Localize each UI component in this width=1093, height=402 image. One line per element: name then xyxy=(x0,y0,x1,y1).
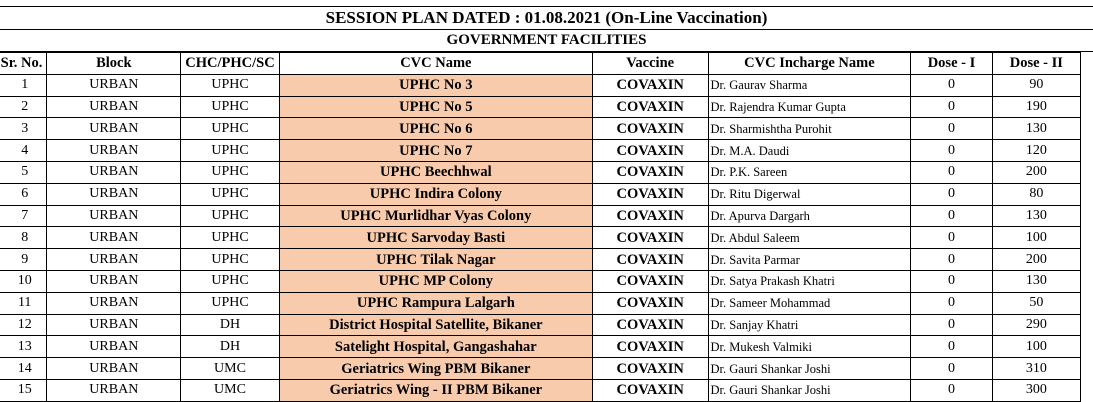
cell-sr-no: 12 xyxy=(0,314,47,336)
cell-cvc-name: UPHC No 5 xyxy=(279,96,592,118)
cell-dose-1: 0 xyxy=(911,270,992,292)
cell-sr-no: 13 xyxy=(0,336,47,358)
cell-block: URBAN xyxy=(47,140,181,162)
cell-sr-no: 5 xyxy=(0,161,47,183)
cell-dose-1: 0 xyxy=(911,183,992,205)
cell-facility-type: UPHC xyxy=(181,140,280,162)
cell-sr-no: 3 xyxy=(0,118,47,140)
cell-block: URBAN xyxy=(47,314,181,336)
cell-vaccine: COVAXIN xyxy=(592,270,708,292)
cell-dose-1: 0 xyxy=(911,379,992,401)
cell-facility-type: UPHC xyxy=(181,205,280,227)
cell-dose-2: 200 xyxy=(992,249,1080,271)
cell-dose-2: 50 xyxy=(992,292,1080,314)
table-row xyxy=(0,118,1081,140)
cell-facility-type: UPHC xyxy=(181,183,280,205)
table-row xyxy=(0,336,1081,358)
cell-cvc-name: Geriatrics Wing PBM Bikaner xyxy=(279,358,592,380)
table-row xyxy=(0,314,1081,336)
cell-facility-type: UPHC xyxy=(181,292,280,314)
cell-cvc-incharge: Dr. Sharmishtha Purohit xyxy=(708,118,911,140)
cell-dose-2: 190 xyxy=(992,96,1080,118)
table-row xyxy=(0,96,1081,118)
table-row xyxy=(0,249,1081,271)
cell-cvc-name: Geriatrics Wing - II PBM Bikaner xyxy=(279,379,592,401)
cell-dose-2: 80 xyxy=(992,183,1080,205)
cell-cvc-name: UPHC Indira Colony xyxy=(279,183,592,205)
cell-cvc-name: UPHC Sarvoday Basti xyxy=(279,227,592,249)
cell-block: URBAN xyxy=(47,379,181,401)
cell-facility-type: UPHC xyxy=(181,74,280,96)
cell-dose-1: 0 xyxy=(911,336,992,358)
cell-block: URBAN xyxy=(47,227,181,249)
table-row xyxy=(0,140,1081,162)
cell-dose-2: 310 xyxy=(992,358,1080,380)
table-body xyxy=(0,74,1081,401)
cell-block: URBAN xyxy=(47,118,181,140)
cell-dose-2: 130 xyxy=(992,205,1080,227)
page-title: SESSION PLAN DATED : 01.08.2021 (On-Line Vaccination) xyxy=(0,7,1093,30)
cell-cvc-incharge: Dr. Ritu Digerwal xyxy=(708,183,911,205)
cell-cvc-incharge: Dr. Abdul Saleem xyxy=(708,227,911,249)
cell-sr-no: 14 xyxy=(0,358,47,380)
cell-facility-type: UMC xyxy=(181,379,280,401)
cell-block: URBAN xyxy=(47,292,181,314)
cell-vaccine: COVAXIN xyxy=(592,249,708,271)
cell-block: URBAN xyxy=(47,96,181,118)
cell-cvc-name: UPHC Rampura Lalgarh xyxy=(279,292,592,314)
column-header-dose-1: Dose - I xyxy=(911,53,992,75)
cell-vaccine: COVAXIN xyxy=(592,161,708,183)
cell-cvc-incharge: Dr. Rajendra Kumar Gupta xyxy=(708,96,911,118)
cell-cvc-name: UPHC No 7 xyxy=(279,140,592,162)
column-header-cvc-name: CVC Name xyxy=(279,53,592,75)
cell-vaccine: COVAXIN xyxy=(592,96,708,118)
cell-cvc-name: Satelight Hospital, Gangashahar xyxy=(279,336,592,358)
cell-vaccine: COVAXIN xyxy=(592,314,708,336)
column-header-facility-type: CHC/PHC/SC xyxy=(181,53,280,75)
cell-facility-type: UPHC xyxy=(181,96,280,118)
cell-dose-1: 0 xyxy=(911,292,992,314)
section-subtitle: GOVERNMENT FACILITIES xyxy=(0,30,1093,52)
cell-block: URBAN xyxy=(47,336,181,358)
cell-vaccine: COVAXIN xyxy=(592,336,708,358)
cell-facility-type: UPHC xyxy=(181,249,280,271)
cell-cvc-incharge: Dr. Mukesh Valmiki xyxy=(708,336,911,358)
cell-dose-2: 90 xyxy=(992,74,1080,96)
cell-sr-no: 7 xyxy=(0,205,47,227)
table-row xyxy=(0,270,1081,292)
cell-dose-2: 130 xyxy=(992,270,1080,292)
cell-sr-no: 15 xyxy=(0,379,47,401)
table-row xyxy=(0,205,1081,227)
cell-cvc-name: UPHC Murlidhar Vyas Colony xyxy=(279,205,592,227)
column-header-vaccine: Vaccine xyxy=(592,53,708,75)
cell-dose-1: 0 xyxy=(911,358,992,380)
cell-sr-no: 8 xyxy=(0,227,47,249)
table-row xyxy=(0,161,1081,183)
cell-dose-1: 0 xyxy=(911,74,992,96)
cell-facility-type: UPHC xyxy=(181,227,280,249)
cell-block: URBAN xyxy=(47,358,181,380)
cell-vaccine: COVAXIN xyxy=(592,140,708,162)
cell-block: URBAN xyxy=(47,205,181,227)
table-header-row xyxy=(0,53,1081,75)
cell-dose-2: 100 xyxy=(992,227,1080,249)
cell-cvc-name: UPHC MP Colony xyxy=(279,270,592,292)
cell-facility-type: UPHC xyxy=(181,161,280,183)
cell-cvc-incharge: Dr. Gaurav Sharma xyxy=(708,74,911,96)
cell-cvc-incharge: Dr. Sameer Mohammad xyxy=(708,292,911,314)
cell-dose-2: 120 xyxy=(992,140,1080,162)
column-header-block: Block xyxy=(47,53,181,75)
cell-sr-no: 11 xyxy=(0,292,47,314)
cell-block: URBAN xyxy=(47,249,181,271)
cell-cvc-name: District Hospital Satellite, Bikaner xyxy=(279,314,592,336)
cell-sr-no: 9 xyxy=(0,249,47,271)
cell-sr-no: 6 xyxy=(0,183,47,205)
cell-vaccine: COVAXIN xyxy=(592,358,708,380)
cell-vaccine: COVAXIN xyxy=(592,292,708,314)
cell-cvc-incharge: Dr. Savita Parmar xyxy=(708,249,911,271)
cell-dose-1: 0 xyxy=(911,205,992,227)
cell-cvc-incharge: Dr. M.A. Daudi xyxy=(708,140,911,162)
cell-dose-2: 100 xyxy=(992,336,1080,358)
cell-cvc-incharge: Dr. Gauri Shankar Joshi xyxy=(708,379,911,401)
column-header-cvc-incharge: CVC Incharge Name xyxy=(708,53,911,75)
cell-block: URBAN xyxy=(47,161,181,183)
cell-dose-1: 0 xyxy=(911,161,992,183)
cell-cvc-name: UPHC No 3 xyxy=(279,74,592,96)
cell-sr-no: 10 xyxy=(0,270,47,292)
cell-dose-1: 0 xyxy=(911,140,992,162)
cell-dose-1: 0 xyxy=(911,96,992,118)
cell-facility-type: UMC xyxy=(181,358,280,380)
cell-facility-type: UPHC xyxy=(181,270,280,292)
top-border xyxy=(0,0,1093,7)
cell-dose-1: 0 xyxy=(911,227,992,249)
cell-cvc-incharge: Dr. Satya Prakash Khatri xyxy=(708,270,911,292)
cell-sr-no: 4 xyxy=(0,140,47,162)
table-row xyxy=(0,74,1081,96)
cell-block: URBAN xyxy=(47,183,181,205)
cell-dose-1: 0 xyxy=(911,118,992,140)
table-row xyxy=(0,183,1081,205)
cell-sr-no: 1 xyxy=(0,74,47,96)
cell-facility-type: UPHC xyxy=(181,118,280,140)
cell-vaccine: COVAXIN xyxy=(592,205,708,227)
table-row xyxy=(0,379,1081,401)
cell-block: URBAN xyxy=(47,74,181,96)
cell-dose-1: 0 xyxy=(911,314,992,336)
cell-cvc-incharge: Dr. Sanjay Khatri xyxy=(708,314,911,336)
cell-vaccine: COVAXIN xyxy=(592,183,708,205)
cell-cvc-incharge: Dr. Apurva Dargarh xyxy=(708,205,911,227)
cell-vaccine: COVAXIN xyxy=(592,379,708,401)
table-row xyxy=(0,292,1081,314)
cell-cvc-name: UPHC No 6 xyxy=(279,118,592,140)
cell-block: URBAN xyxy=(47,270,181,292)
cell-dose-2: 130 xyxy=(992,118,1080,140)
session-plan-table xyxy=(0,52,1081,402)
cell-facility-type: DH xyxy=(181,314,280,336)
cell-dose-2: 290 xyxy=(992,314,1080,336)
cell-dose-2: 300 xyxy=(992,379,1080,401)
cell-dose-2: 200 xyxy=(992,161,1080,183)
cell-cvc-name: UPHC Beechhwal xyxy=(279,161,592,183)
cell-cvc-incharge: Dr. P.K. Sareen xyxy=(708,161,911,183)
table-row xyxy=(0,227,1081,249)
column-header-dose-2: Dose - II xyxy=(992,53,1080,75)
cell-vaccine: COVAXIN xyxy=(592,74,708,96)
column-header-sr-no: Sr. No. xyxy=(0,53,47,75)
cell-dose-1: 0 xyxy=(911,249,992,271)
cell-vaccine: COVAXIN xyxy=(592,227,708,249)
cell-sr-no: 2 xyxy=(0,96,47,118)
cell-facility-type: DH xyxy=(181,336,280,358)
cell-vaccine: COVAXIN xyxy=(592,118,708,140)
table-row xyxy=(0,358,1081,380)
cell-cvc-name: UPHC Tilak Nagar xyxy=(279,249,592,271)
cell-cvc-incharge: Dr. Gauri Shankar Joshi xyxy=(708,358,911,380)
